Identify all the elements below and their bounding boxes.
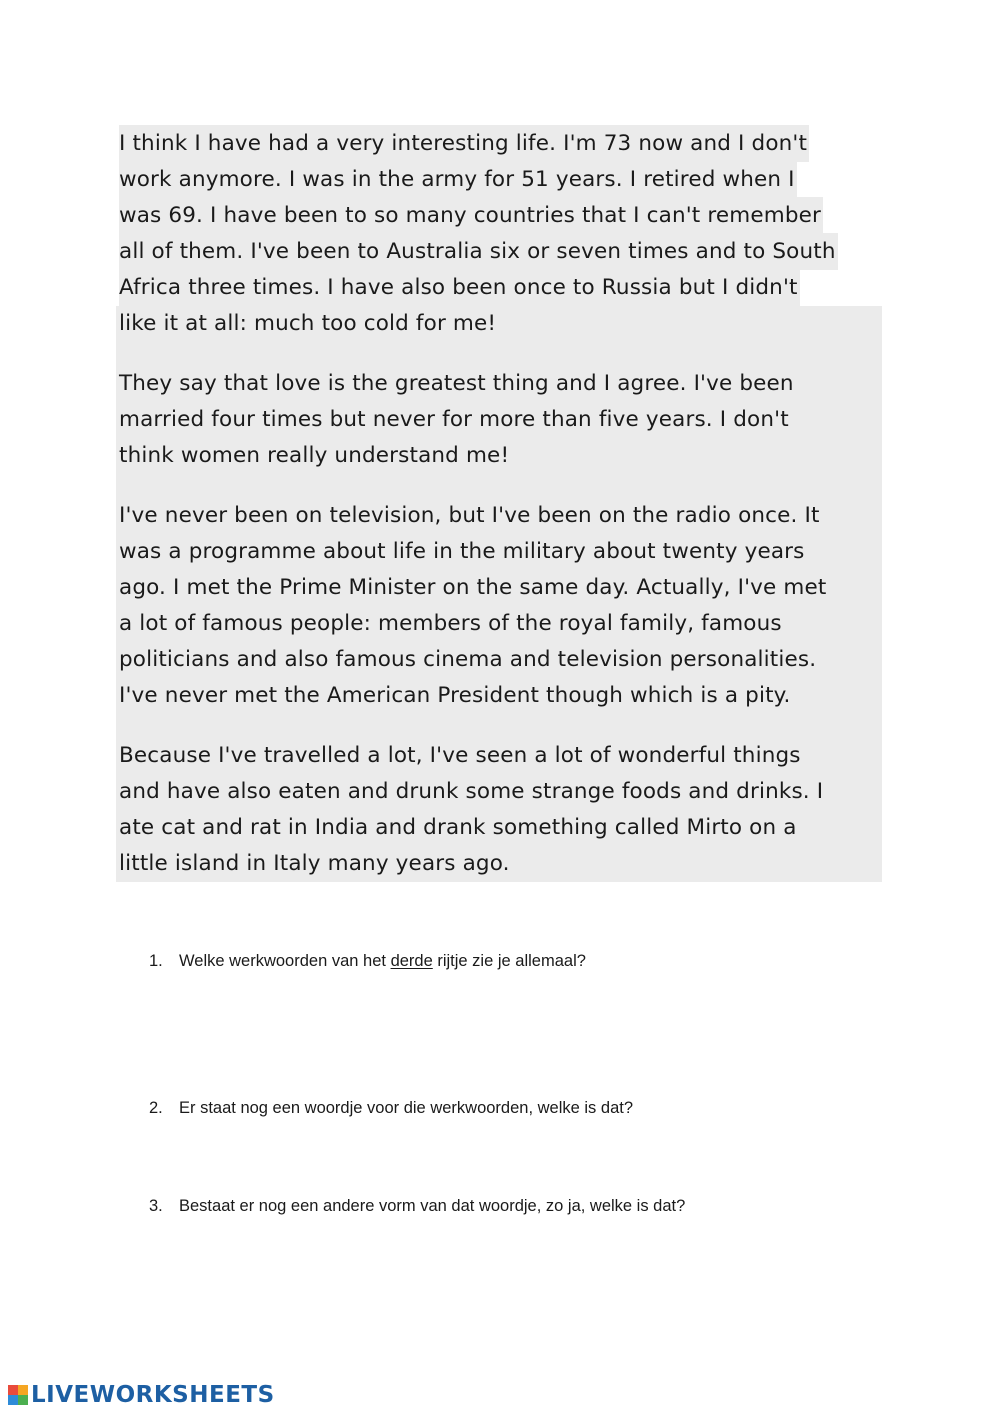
question-number: 2. [149,1099,163,1117]
passage-line: I've never met the American President though which is a pity. [119,683,791,708]
passage-line: work anymore. I was in the army for 51 years. I retired when I [116,162,882,198]
passage-line: Africa three times. I have also been once to Russia but I didn't [116,270,882,306]
paragraph-4 [116,738,882,882]
passage-line: They say that love is the greatest thing and I agree. I've been [119,371,794,396]
passage-line: all of them. I've been to Australia six or seven times and to South [116,234,882,270]
passage-line: I think I have had a very interesting life. I'm 73 now and I don't [116,126,882,162]
question-2 [149,1099,633,1118]
question-1 [149,952,586,971]
reading-passage [116,126,882,882]
question-3 [149,1197,685,1216]
question-number: 1. [149,952,163,970]
question-text: Welke werkwoorden van het derde rijtje zie je allemaal? [179,952,586,970]
passage-line: ate cat and rat in India and drank something called Mirto on a [119,815,797,840]
paragraph-gap [116,342,882,366]
passage-line: married four times but never for more than five years. I don't [119,407,789,432]
question-number: 3. [149,1197,163,1215]
passage-line: little island in Italy many years ago. [119,851,510,876]
passage-line: was 69. I have been to so many countries that I can't remember [116,198,882,234]
paragraph-gap [116,714,882,738]
passage-line: politicians and also famous cinema and television personalities. [119,647,817,672]
question-text: Er staat nog een woordje voor die werkwoorden, welke is dat? [179,1099,633,1117]
question-text: Bestaat er nog een andere vorm van dat woordje, zo ja, welke is dat? [179,1197,686,1215]
shaded-block [116,306,882,882]
underlined-word: derde [390,952,433,970]
passage-line: ago. I met the Prime Minister on the same day. Actually, I've met [119,575,827,600]
paragraph-2 [116,366,882,474]
paragraph-gap [116,474,882,498]
liveworksheets-logo-icon [8,1385,28,1405]
footer-logo[interactable] [8,1381,275,1409]
logo-text: LIVEWORKSHEETS [31,1382,275,1408]
passage-line: I've never been on television, but I've been on the radio once. It [119,503,820,528]
paragraph-3 [116,498,882,714]
passage-line: was a programme about life in the military about twenty years [119,539,805,564]
passage-line: Because I've travelled a lot, I've seen a lot of wonderful things [119,743,801,768]
passage-line: and have also eaten and drunk some strange foods and drinks. I [119,779,824,804]
passage-line: think women really understand me! [119,443,510,468]
passage-line: like it at all: much too cold for me! [119,311,497,336]
paragraph-1 [116,126,882,306]
passage-line: a lot of famous people: members of the royal family, famous [119,611,782,636]
